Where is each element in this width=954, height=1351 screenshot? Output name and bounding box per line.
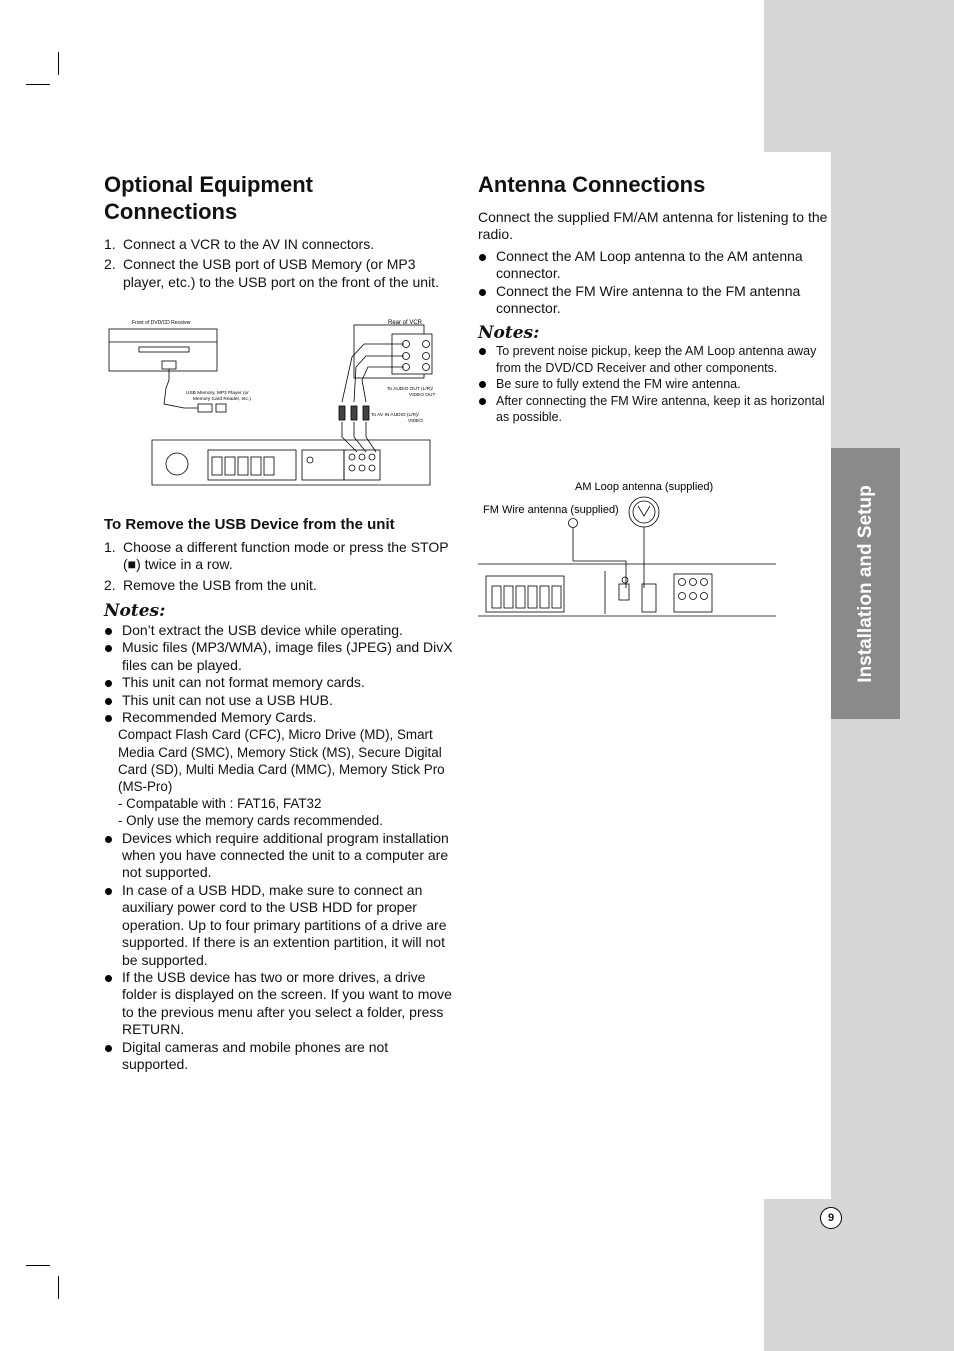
audio-out-label-1: To AUDIO OUT (L/R)/	[387, 387, 434, 392]
crop-mark	[58, 1276, 59, 1299]
page-number: 9	[820, 1207, 842, 1229]
fm-antenna-label: FM Wire antenna (supplied)	[483, 504, 619, 516]
rear-label: Rear of VCR	[388, 320, 423, 326]
usb-label-2: Memory Card Reader, etc.)	[193, 397, 251, 402]
antenna-connection-diagram	[478, 476, 776, 622]
antenna-intro: Connect the supplied FM/AM antenna for listening to the radio. Connect the AM Loop antenna to the AM antenna connector. Connect the FM Wire antenna to the FM antenna connector.	[478, 209, 828, 317]
remove-usb-steps	[104, 539, 456, 597]
note-item: Recommended Memory Cards.	[104, 709, 456, 726]
remove-usb-heading: To Remove the USB Device from the unit	[104, 516, 395, 533]
usb-vcr-connection-diagram	[104, 312, 436, 490]
av-in-label-1: To AV IN AUDIO (L/R)/	[371, 413, 419, 418]
step-item: 1. Choose a different function mode or press the STOP (■) twice in a row.	[104, 539, 449, 573]
audio-out-label-2: VIDEO OUT	[409, 393, 436, 398]
section-tab-label: Installation and Setup	[855, 485, 876, 683]
am-antenna-label: AM Loop antenna (supplied)	[575, 481, 714, 493]
left-notes-heading: Notes:	[104, 601, 166, 621]
note-item: Don’t extract the USB device while operating.	[104, 622, 456, 639]
title-line-1: Optional Equipment	[104, 172, 313, 197]
right-notes-heading: Notes:	[478, 323, 540, 343]
right-notes-list	[478, 343, 832, 426]
crop-mark	[58, 52, 59, 75]
title-line-2: Connections	[104, 199, 238, 224]
note-item: This unit can not use a USB HUB.	[104, 692, 456, 709]
note-item: Devices which require additional program installation when you have connected the unit to a computer are not supported.	[104, 830, 456, 882]
step-item: 2. Connect the USB port of USB Memory (or MP3 player, etc.) to the USB port on the front of the unit.	[104, 256, 439, 290]
front-label: Front of DVD/CD Receiver	[132, 320, 191, 326]
left-section-title	[104, 171, 313, 225]
side-band-top	[764, 0, 954, 152]
note-item: Digital cameras and mobile phones are not supported.	[104, 1039, 456, 1074]
compat-line-2: - Only use the memory cards recommended.	[118, 813, 383, 829]
crop-mark	[26, 1265, 50, 1266]
connection-steps	[104, 236, 456, 294]
antenna-bullet: Connect the AM Loop antenna to the AM antenna connector.	[478, 248, 828, 283]
crop-mark	[26, 84, 50, 85]
note-item: To prevent noise pickup, keep the AM Loop antenna away from the DVD/CD Receiver and other components.	[478, 343, 832, 376]
left-notes-list	[104, 622, 456, 1073]
note-item: Music files (MP3/WMA), image files (JPEG) and DivX files can be played.	[104, 639, 456, 674]
av-in-label-2: VIDEO	[408, 419, 423, 424]
antenna-bullet: Connect the FM Wire antenna to the FM antenna connector.	[478, 283, 828, 318]
note-item: After connecting the FM Wire antenna, keep it as horizontal as possible.	[478, 393, 832, 426]
step-item: 2. Remove the USB from the unit.	[104, 576, 317, 593]
note-item: Be sure to fully extend the FM wire antenna.	[478, 376, 832, 393]
memory-cards-text: Compact Flash Card (CFC), Micro Drive (MD), Smart Media Card (SMC), Memory Stick (MS), Secure Digital Card (SD), Multi Media Card (MMC), Memory Stick Pro (MS-Pro) - Compatable with : FAT16, FAT32 - Only use the memory cards recommended.	[104, 726, 456, 829]
antenna-section-title: Antenna Connections	[478, 172, 706, 197]
note-item: If the USB device has two or more drives, a drive folder is displayed on the screen. If you want to move to the previous menu after you select a folder, press RETURN.	[104, 969, 456, 1039]
note-item: In case of a USB HDD, make sure to connect an auxiliary power cord to the USB HDD for proper operation. Up to four primary partitions of a drive are supported. If there is an extention partition, it will not be supported.	[104, 882, 456, 969]
step-item: 1. Connect a VCR to the AV IN connectors.	[104, 236, 375, 252]
usb-label-1: USB Memory, MP3 Player (or	[186, 391, 249, 396]
note-item: This unit can not format memory cards.	[104, 674, 456, 691]
side-band-bottom	[764, 1199, 954, 1351]
compat-line-1: - Compatable with : FAT16, FAT32	[118, 796, 322, 812]
